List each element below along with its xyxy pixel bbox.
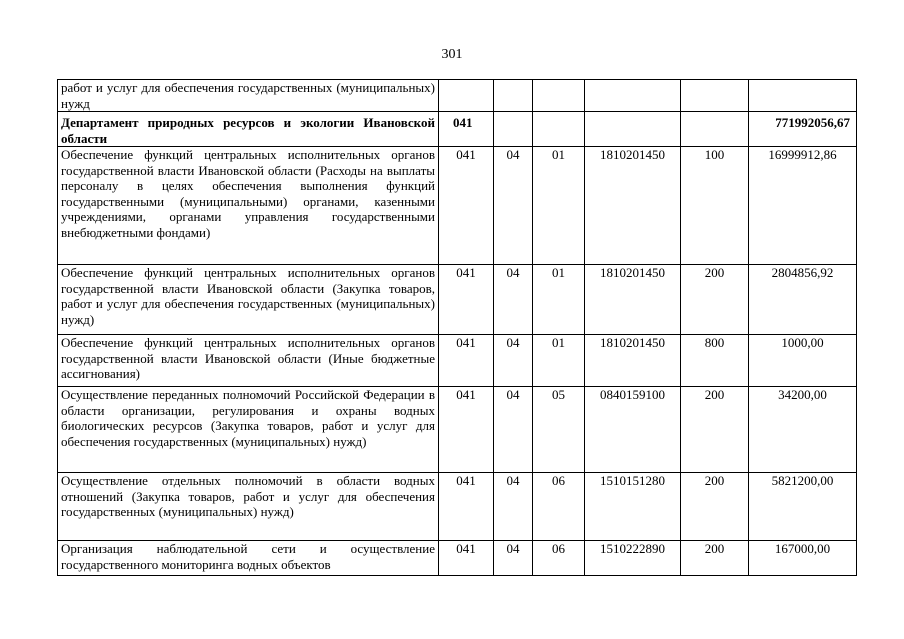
target-article-code: [585, 80, 681, 112]
target-article-code: 1810201450: [585, 335, 681, 387]
subsection-code: 05: [533, 387, 585, 473]
table-row: [58, 147, 857, 265]
section-code: 04: [494, 387, 533, 473]
amount: 34200,00: [749, 387, 857, 473]
department-total: 771992056,67: [749, 112, 857, 147]
amount: 2804856,92: [749, 265, 857, 335]
subsection-code: 01: [533, 335, 585, 387]
target-article-code: 1810201450: [585, 265, 681, 335]
admin-code: [439, 80, 494, 112]
expense-type-code: 200: [681, 387, 749, 473]
section-code: 04: [494, 473, 533, 541]
section-code: 04: [494, 335, 533, 387]
row-description: Осуществление отдельных полномочий в области водных отношений (Закупка товаров, работ и услуг для обеспечения государственных (муниципальных) нужд): [58, 473, 439, 541]
expense-type-code: 800: [681, 335, 749, 387]
target-article-code: 0840159100: [585, 387, 681, 473]
admin-code: 041: [439, 387, 494, 473]
page-number: 301: [441, 47, 463, 62]
expense-type-code: 200: [681, 265, 749, 335]
amount: 5821200,00: [749, 473, 857, 541]
section-code: [494, 112, 533, 147]
admin-code: 041: [439, 541, 494, 576]
admin-code: 041: [439, 265, 494, 335]
row-description: Осуществление переданных полномочий Российской Федерации в области организации, регулирования и охраны водных биологических ресурсов (Закупка товаров, работ и услуг для обеспечения государственных (муниципальных) нужд): [58, 387, 439, 473]
table-row: [58, 473, 857, 541]
amount: 167000,00: [749, 541, 857, 576]
amount: [749, 80, 857, 112]
budget-table: [57, 79, 857, 576]
table-row: [58, 387, 857, 473]
section-code: 04: [494, 147, 533, 265]
subsection-code: 06: [533, 473, 585, 541]
subsection-code: 06: [533, 541, 585, 576]
table-row: [58, 335, 857, 387]
department-row: [58, 112, 857, 147]
row-description: Обеспечение функций центральных исполнительных органов государственной власти Ивановской области (Расходы на выплаты персоналу в целях обеспечения выполнения функций государственными (муниципальными) органами, казенными учреждениями, органами управления государственными внебюджетными фондами): [58, 147, 439, 265]
subsection-code: 01: [533, 147, 585, 265]
admin-code: 041: [439, 473, 494, 541]
subsection-code: 01: [533, 265, 585, 335]
section-code: 04: [494, 541, 533, 576]
expense-type-code: 200: [681, 473, 749, 541]
admin-code: 041: [439, 112, 494, 147]
expense-type-code: [681, 112, 749, 147]
subsection-code: [533, 112, 585, 147]
row-description: Организация наблюдательной сети и осуществление государственного мониторинга водных объектов: [58, 541, 439, 576]
subsection-code: [533, 80, 585, 112]
table-row: [58, 265, 857, 335]
amount: 16999912,86: [749, 147, 857, 265]
admin-code: 041: [439, 335, 494, 387]
admin-code: 041: [439, 147, 494, 265]
amount: 1000,00: [749, 335, 857, 387]
row-description: Обеспечение функций центральных исполнительных органов государственной власти Ивановской области (Иные бюджетные ассигнования): [58, 335, 439, 387]
row-description: работ и услуг для обеспечения государственных (муниципальных) нужд: [58, 80, 439, 112]
section-code: [494, 80, 533, 112]
target-article-code: 1810201450: [585, 147, 681, 265]
table-row: [58, 80, 857, 112]
expense-type-code: 100: [681, 147, 749, 265]
target-article-code: 1510151280: [585, 473, 681, 541]
expense-type-code: [681, 80, 749, 112]
expense-type-code: 200: [681, 541, 749, 576]
table-row: [58, 541, 857, 576]
target-article-code: [585, 112, 681, 147]
row-description: Обеспечение функций центральных исполнительных органов государственной власти Ивановской области (Закупка товаров, работ и услуг для обеспечения государственных (муниципальных) нужд): [58, 265, 439, 335]
department-name: Департамент природных ресурсов и экологии Ивановской области: [58, 112, 439, 147]
section-code: 04: [494, 265, 533, 335]
target-article-code: 1510222890: [585, 541, 681, 576]
